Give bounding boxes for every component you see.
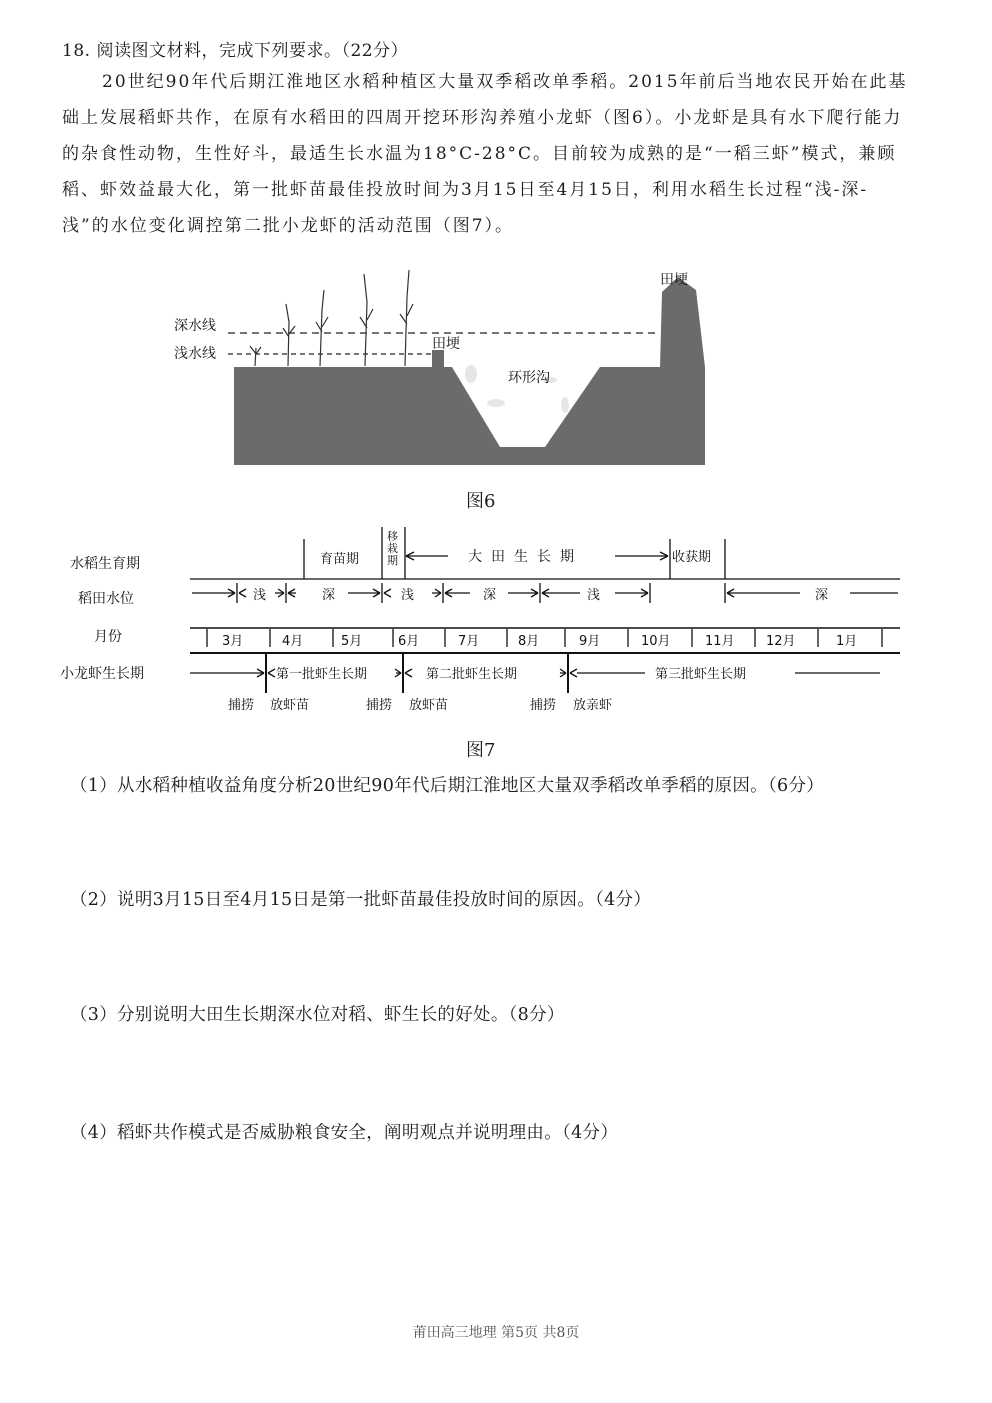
sub-question-2: （2）说明3月15日至4月15日是第一批虾苗最佳投放时间的原因。（4分） <box>70 890 652 910</box>
big-ridge-label: 田埂 <box>660 272 688 288</box>
water-level-4: 深 <box>483 588 497 603</box>
water-level-1: 浅 <box>253 588 267 603</box>
water-level-6: 深 <box>815 588 829 603</box>
month-jun: 6月 <box>398 634 420 649</box>
deep-water-line-label: 深水线 <box>174 318 216 334</box>
row-label-rice-stage: 水稻生育期 <box>70 556 140 572</box>
event-release-1: 放虾苗 <box>270 698 310 713</box>
row-label-month: 月份 <box>94 629 122 645</box>
row-label-crayfish-stage: 小龙虾生长期 <box>60 666 144 682</box>
crayfish-batch-3: 第三批虾生长期 <box>655 667 747 682</box>
rice-stage-seedling: 育苗期 <box>320 552 360 567</box>
month-nov: 11月 <box>705 634 735 649</box>
page-footer: 莆田高三地理 第5页 共8页 <box>412 1325 580 1341</box>
sub-question-4: （4）稻虾共作模式是否威胁粮食安全，阐明观点并说明理由。（4分） <box>70 1123 619 1143</box>
figure7-timeline <box>60 525 920 725</box>
sub-question-1: （1）从水稻种植收益角度分析20世纪90年代后期江淮地区大量双季稻改单季稻的原因。（6分） <box>70 776 825 796</box>
month-mar: 3月 <box>222 634 244 649</box>
month-jul: 7月 <box>458 634 480 649</box>
crayfish-batch-2: 第二批虾生长期 <box>426 667 518 682</box>
water-level-5: 浅 <box>587 588 601 603</box>
rice-stage-field-growth: 大田生长期 <box>468 549 583 565</box>
event-catch-2: 捕捞 <box>366 698 393 713</box>
month-jan: 1月 <box>836 634 858 649</box>
row-label-water-level: 稻田水位 <box>78 591 134 607</box>
rice-stage-harvest: 收获期 <box>672 550 712 565</box>
month-apr: 4月 <box>282 634 304 649</box>
question-heading: 18. 阅读图文材料，完成下列要求。（22分） <box>62 41 409 61</box>
month-oct: 10月 <box>641 634 671 649</box>
water-level-3: 浅 <box>401 588 415 603</box>
small-ridge-label: 田埂 <box>432 336 460 352</box>
water-level-2: 深 <box>322 588 336 603</box>
sub-question-3: （3）分别说明大田生长期深水位对稻、虾生长的好处。（8分） <box>70 1005 565 1025</box>
rice-stage-transplant: 移栽期 <box>387 530 398 567</box>
month-dec: 12月 <box>766 634 796 649</box>
month-may: 5月 <box>341 634 363 649</box>
shallow-water-line-label: 浅水线 <box>174 346 216 362</box>
question-paragraph: 20世纪90年代后期江淮地区水稻种植区大量双季稻改单季稻。2015年前后当地农民开始在此基础上发展稻虾共作，在原有水稻田的四周开挖环形沟养殖小龙虾（图6）。小龙虾是具有水下爬行能力的杂食性动物，生性好斗，最适生长水温为18°C-28°C。目前较为成熟的是“一稻三虾”模式，兼顾稻、虾效益最大化，第一批虾苗最佳投放时间为3月15日至4月15日，利用水稻生长过程“浅-深-浅”的水位变化调控第二批小龙虾的活动范围（图7）。 <box>62 72 908 236</box>
event-catch-3: 捕捞 <box>530 698 557 713</box>
event-catch-1: 捕捞 <box>228 698 255 713</box>
event-release-3: 放亲虾 <box>573 698 613 713</box>
month-aug: 8月 <box>518 634 540 649</box>
figure6-caption: 图6 <box>466 491 496 512</box>
month-sep: 9月 <box>579 634 601 649</box>
ditch-label: 环形沟 <box>508 370 550 386</box>
figure6-diagram <box>160 262 740 477</box>
rice-plants <box>250 270 413 366</box>
crayfish-batch-1: 第一批虾生长期 <box>276 667 368 682</box>
event-release-2: 放虾苗 <box>409 698 449 713</box>
figure7-caption: 图7 <box>466 740 496 761</box>
